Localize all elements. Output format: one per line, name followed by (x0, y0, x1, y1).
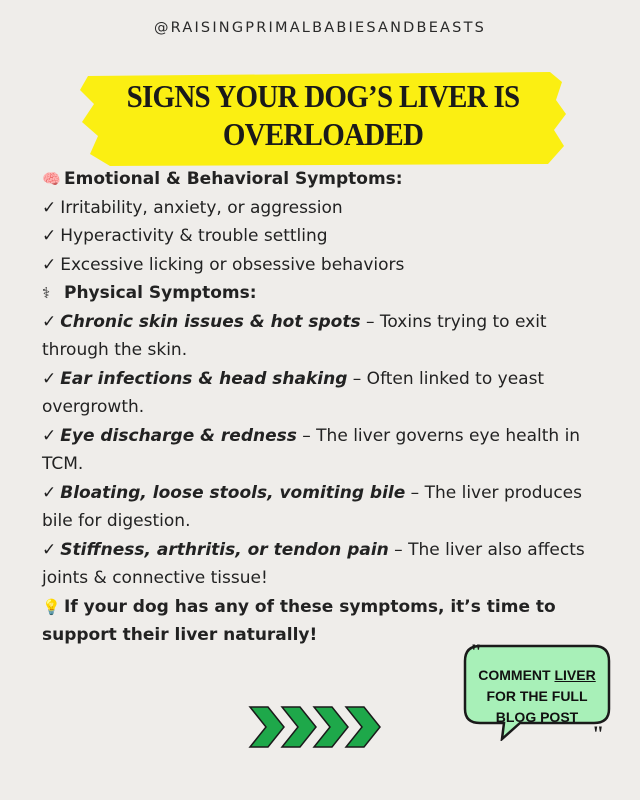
comment-cta: COMMENT LIVER FOR THE FULL BLOG POST (478, 667, 596, 725)
check-icon: ✓ (42, 368, 57, 389)
brain-icon: 🧠 (42, 170, 61, 188)
list-item: ✓ Irritability, anxiety, or aggression (42, 197, 343, 218)
symptom-list (42, 165, 602, 650)
list-item: ✓ Stiffness, arthritis, or tendon pain – The liver also affects joints & connective tissue! (42, 539, 585, 588)
check-icon: ✓ (42, 482, 57, 503)
account-handle: @RAISINGPRIMALBABIESANDBEASTS (153, 20, 487, 36)
list-item: ✓ Excessive licking or obsessive behaviors (42, 254, 405, 275)
check-icon: ✓ (42, 539, 57, 560)
emotional-heading: 🧠 Emotional & Behavioral Symptoms: (42, 165, 602, 194)
check-icon: ✓ (42, 226, 57, 246)
title-block (80, 70, 566, 168)
check-icon: ✓ (42, 425, 57, 446)
physical-heading: ⚕ Physical Symptoms: (42, 279, 602, 308)
check-icon: ✓ (42, 311, 57, 332)
list-item: ✓ Hyperactivity & trouble settling (42, 226, 328, 246)
check-icon: ✓ (42, 254, 57, 275)
lightbulb-icon: 💡 (42, 597, 61, 616)
stethoscope-icon: ⚕ (42, 284, 51, 302)
list-item: ✓ Ear infections & head shaking – Often linked to yeast overgrowth. (42, 368, 545, 417)
svg-text:": " (592, 721, 605, 741)
list-item: ✓ Chronic skin issues & hot spots – Toxins trying to exit through the skin. (42, 311, 547, 360)
svg-text:": " (470, 643, 483, 664)
list-item: ✓ Eye discharge & redness – The liver governs eye health in TCM. (42, 425, 581, 474)
check-icon: ✓ (42, 197, 57, 218)
list-item: ✓ Bloating, loose stools, vomiting bile – The liver produces bile for digestion. (42, 482, 582, 531)
chevron-arrows-icon (248, 705, 392, 749)
closing-statement: 💡 If your dog has any of these symptoms, it’s time to support their liver naturally! (42, 593, 602, 650)
page-title: SIGNS YOUR DOG’S LIVER IS OVERLOADED (126, 79, 520, 152)
